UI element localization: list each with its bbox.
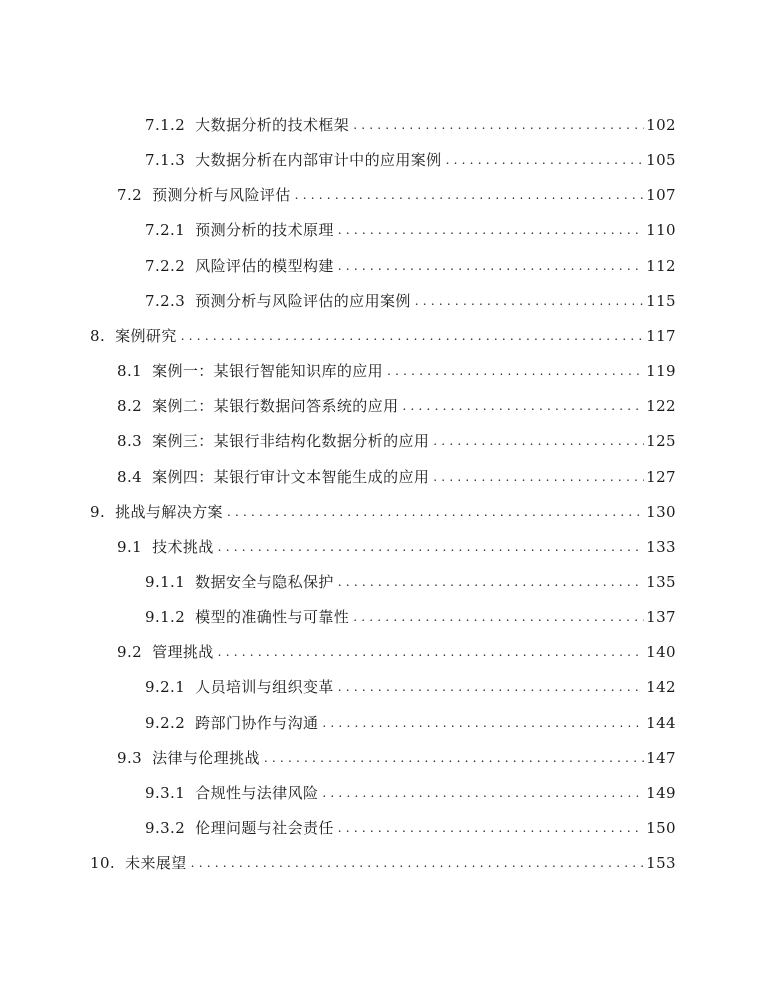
toc-entry[interactable] <box>145 564 676 599</box>
toc-entry-page-number: 122 <box>646 396 676 415</box>
toc-entry-title: 案例二：某银行数据问答系统的应用 <box>152 397 399 415</box>
toc-entry[interactable] <box>90 845 676 880</box>
toc-entry-number: 10. <box>90 853 116 872</box>
toc-entry-title: 管理挑战 <box>152 643 214 661</box>
toc-entry[interactable] <box>145 599 676 634</box>
toc-entry-title: 预测分析的技术原理 <box>195 221 334 239</box>
toc-entry-title: 合规性与法律风险 <box>195 784 319 802</box>
toc-entry-number: 8.4 <box>117 467 143 486</box>
toc-entry-title: 大数据分析的技术框架 <box>195 116 350 134</box>
toc-entry[interactable] <box>117 740 676 775</box>
toc-entry-number: 9.1.2 <box>145 607 186 626</box>
toc-entry-number: 9.3 <box>117 748 143 767</box>
toc-dot-leader <box>402 397 644 415</box>
toc-dot-leader <box>338 678 644 696</box>
toc-dot-leader <box>218 538 644 556</box>
toc-entry-number: 9.2.1 <box>145 677 186 696</box>
toc-entry-page-number: 110 <box>646 220 676 239</box>
toc-entry[interactable] <box>117 177 676 212</box>
toc-entry[interactable] <box>90 494 676 529</box>
toc-entry-page-number: 150 <box>646 818 676 837</box>
toc-entry-number: 7.2 <box>117 185 143 204</box>
toc-entry-page-number: 105 <box>646 150 676 169</box>
toc-entry-page-number: 142 <box>646 677 676 696</box>
toc-entry-page-number: 130 <box>646 502 676 521</box>
toc-dot-leader <box>446 151 644 169</box>
toc-entry-number: 7.1.3 <box>145 150 186 169</box>
toc-entry-page-number: 144 <box>646 713 676 732</box>
toc-entry-page-number: 137 <box>646 607 676 626</box>
toc-entry-title: 挑战与解决方案 <box>115 503 223 521</box>
toc-entry-page-number: 147 <box>646 748 676 767</box>
toc-entry-title: 模型的准确性与可靠性 <box>195 608 350 626</box>
toc-entry-number: 9.3.2 <box>145 818 186 837</box>
toc-entry-number: 8.3 <box>117 431 143 450</box>
toc-entry-title: 预测分析与风险评估 <box>152 186 291 204</box>
toc-entry[interactable] <box>145 107 676 142</box>
toc-dot-leader <box>322 784 644 802</box>
toc-entry-page-number: 125 <box>646 431 676 450</box>
toc-entry-page-number: 117 <box>646 326 676 345</box>
toc-entry-page-number: 149 <box>646 783 676 802</box>
toc-entry-title: 伦理问题与社会责任 <box>195 819 334 837</box>
toc-entry-number: 7.1.2 <box>145 115 186 134</box>
toc-entry-title: 案例四：某银行审计文本智能生成的应用 <box>152 468 430 486</box>
toc-entry[interactable] <box>117 388 676 423</box>
toc-entry[interactable] <box>145 283 676 318</box>
toc-dot-leader <box>433 468 644 486</box>
toc-entry-number: 9.2 <box>117 642 143 661</box>
toc-entry-title: 未来展望 <box>125 854 187 872</box>
toc-entry-page-number: 133 <box>646 537 676 556</box>
toc-dot-leader <box>338 819 644 837</box>
toc-entry[interactable] <box>145 248 676 283</box>
toc-entry-title: 案例一：某银行智能知识库的应用 <box>152 362 384 380</box>
toc-entry-title: 预测分析与风险评估的应用案例 <box>195 292 411 310</box>
toc-entry-title: 跨部门协作与沟通 <box>195 714 319 732</box>
toc-entry-number: 9.2.2 <box>145 713 186 732</box>
toc-entry-title: 案例研究 <box>115 327 177 345</box>
toc-entry-page-number: 153 <box>646 853 676 872</box>
toc-dot-leader <box>415 292 644 310</box>
toc-entry-title: 案例三：某银行非结构化数据分析的应用 <box>152 432 430 450</box>
toc-dot-leader <box>181 327 644 345</box>
toc-entry[interactable] <box>145 705 676 740</box>
toc-entry-page-number: 140 <box>646 642 676 661</box>
toc-entry-number: 7.2.3 <box>145 291 186 310</box>
toc-entry-number: 9.3.1 <box>145 783 186 802</box>
toc-entry-page-number: 127 <box>646 467 676 486</box>
toc-entry-number: 9. <box>90 502 106 521</box>
toc-dot-leader <box>353 608 644 626</box>
toc-entry-page-number: 135 <box>646 572 676 591</box>
toc-dot-leader <box>433 432 644 450</box>
toc-entry-title: 法律与伦理挑战 <box>152 749 260 767</box>
toc-entry-title: 技术挑战 <box>152 538 214 556</box>
toc-entry-page-number: 115 <box>646 291 676 310</box>
toc-dot-leader <box>227 503 644 521</box>
toc-dot-leader <box>191 854 644 872</box>
toc-entry[interactable] <box>117 423 676 458</box>
toc-entry-page-number: 102 <box>646 115 676 134</box>
toc-entry-number: 8. <box>90 326 106 345</box>
toc-entry[interactable] <box>145 142 676 177</box>
toc-entry[interactable] <box>117 634 676 669</box>
toc-entry-title: 数据安全与隐私保护 <box>195 573 334 591</box>
toc-entry[interactable] <box>90 318 676 353</box>
toc-dot-leader <box>322 714 644 732</box>
toc-entry-title: 人员培训与组织变革 <box>195 678 334 696</box>
toc-entry-title: 风险评估的模型构建 <box>195 257 334 275</box>
toc-entry[interactable] <box>117 529 676 564</box>
toc-dot-leader <box>295 186 644 204</box>
toc-entry-number: 9.1 <box>117 537 143 556</box>
toc-entry[interactable] <box>145 775 676 810</box>
toc-dot-leader <box>218 643 644 661</box>
toc-dot-leader <box>338 573 644 591</box>
toc-entry[interactable] <box>145 212 676 247</box>
toc-entry-number: 7.2.1 <box>145 220 186 239</box>
toc-entry-page-number: 119 <box>646 361 676 380</box>
toc-entry[interactable] <box>145 810 676 845</box>
toc-entry[interactable] <box>117 459 676 494</box>
toc-entry-title: 大数据分析在内部审计中的应用案例 <box>195 151 442 169</box>
toc-dot-leader <box>264 749 644 767</box>
toc-entry-number: 8.2 <box>117 396 143 415</box>
toc-entry-page-number: 112 <box>646 256 676 275</box>
toc-entry-number: 9.1.1 <box>145 572 186 591</box>
toc-entry-number: 7.2.2 <box>145 256 186 275</box>
toc-entry-page-number: 107 <box>646 185 676 204</box>
toc-entry[interactable] <box>117 353 676 388</box>
toc-dot-leader <box>387 362 644 380</box>
toc-entry-number: 8.1 <box>117 361 143 380</box>
toc-dot-leader <box>338 257 644 275</box>
toc-entry[interactable] <box>145 669 676 704</box>
toc-dot-leader <box>338 221 644 239</box>
toc-dot-leader <box>353 116 644 134</box>
